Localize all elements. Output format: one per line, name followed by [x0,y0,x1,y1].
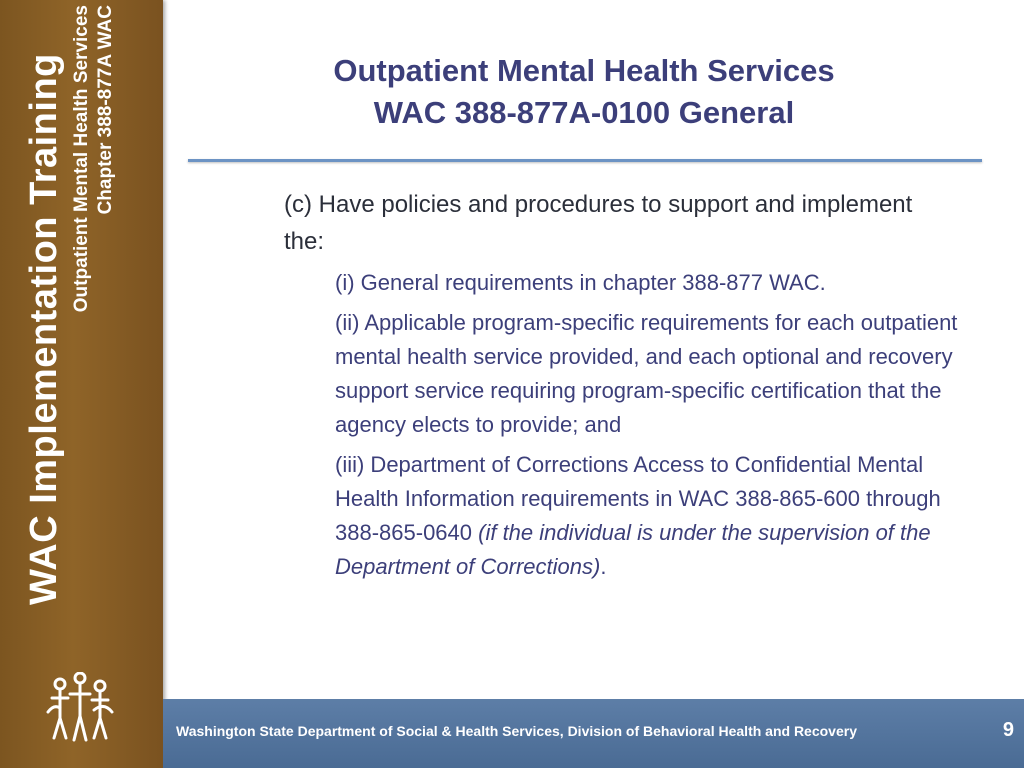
sidebar-vertical-text [20,5,148,605]
title-line-1: Outpatient Mental Health Services [333,53,835,88]
list-item [335,448,975,584]
page-title [186,50,982,134]
list-item-suffix: . [600,554,607,579]
slide-body [284,186,984,590]
list-item-text: (iii) Department of Corrections Access to Confidential Mental Health Information requirements in WAC 388-865-600 through 388-865-0640 [335,452,941,545]
people-figures-icon [44,672,116,744]
sidebar-subtitle-2: Chapter 388-877A WAC [95,5,116,215]
sidebar [0,0,163,768]
title-divider [188,159,982,162]
footer-bar [163,699,1024,768]
sidebar-title: WAC Implementation Training [23,53,65,605]
list-item-text: (i) General requirements in chapter 388-877 WAC. [335,270,826,295]
intro-paragraph: (c) Have policies and procedures to support and implement the: [284,191,913,255]
footer-text: Washington State Department of Social & Health Services, Division of Behavioral Health and Recovery [176,723,857,739]
page-number: 9 [1002,719,1014,741]
list-item-italic: (if the individual is under the supervision of the Department of Corrections) [335,520,931,579]
list-item [335,266,975,300]
sidebar-subtitle-1: Outpatient Mental Health Services [71,5,92,313]
list-item-text: (ii) Applicable program-specific requirements for each outpatient mental health service provided, and each optional and recovery support service requiring program-specific certification that the agency elects to provide; and [335,310,958,437]
list-item [335,306,975,442]
title-line-2: WAC 388-877A-0100 General [373,95,795,130]
